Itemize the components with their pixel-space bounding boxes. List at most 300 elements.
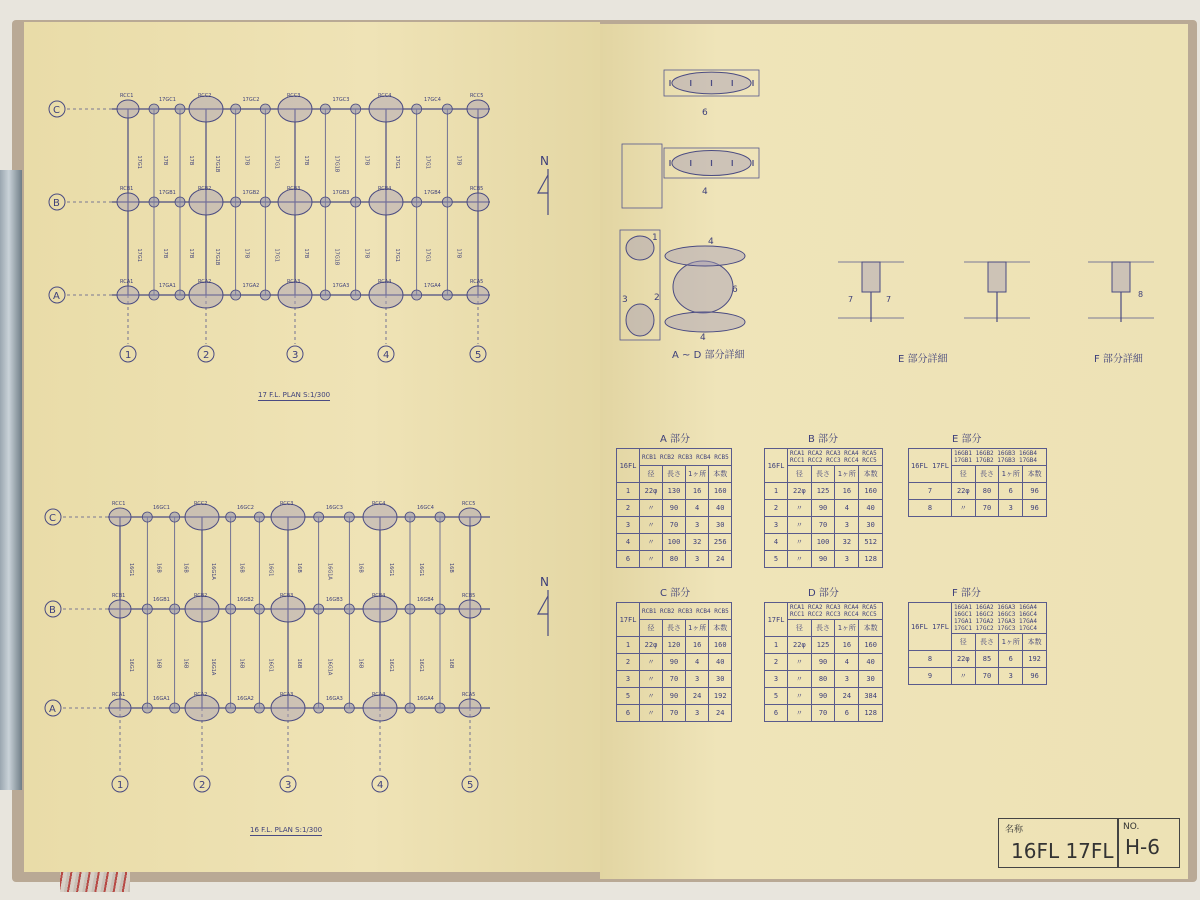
table-cell: 3 xyxy=(765,517,788,534)
table-row xyxy=(617,517,732,534)
title-block xyxy=(998,818,1180,868)
beam-label: 17B xyxy=(363,248,370,259)
beam-label: 17G1 xyxy=(273,155,280,169)
table-cell: 40 xyxy=(859,500,883,517)
beam-label: 17B xyxy=(243,155,250,166)
detail-number-label: 1 xyxy=(652,233,658,243)
table-cell: 2 xyxy=(617,654,640,671)
beam-node xyxy=(142,703,152,713)
member-label: 17GC2 xyxy=(242,97,260,103)
member-label: 16GC2 xyxy=(237,505,254,511)
table-cell: 160 xyxy=(859,483,883,500)
member-label: RCB5 xyxy=(462,593,476,599)
detail-3-bolt-group xyxy=(665,246,745,266)
table-cell: 32 xyxy=(835,534,859,551)
member-label: 17GA3 xyxy=(332,283,350,289)
table-cell: 3 xyxy=(765,671,788,688)
table-cell: 5 xyxy=(765,551,788,568)
member-label: 17GB1 xyxy=(159,190,176,196)
detail-number-label: 7 xyxy=(848,295,854,304)
beam-node xyxy=(405,703,415,713)
column-node xyxy=(459,600,481,618)
table-row xyxy=(617,551,732,568)
title-no-label: NO. xyxy=(1123,822,1140,832)
row-label: C xyxy=(53,105,60,116)
beam-node xyxy=(344,703,354,713)
column-node xyxy=(109,600,131,618)
section-f1-bolt-group xyxy=(1112,262,1130,292)
table-column-header: 径 xyxy=(788,620,812,637)
table-cell: 32 xyxy=(686,534,709,551)
table-cell: 120 xyxy=(663,637,686,654)
title-no-value: H-6 xyxy=(1125,835,1160,859)
table-row xyxy=(617,654,732,671)
table-cell: 90 xyxy=(663,500,686,517)
table-cell: 22φ xyxy=(788,483,812,500)
table-column-header: 本数 xyxy=(709,466,732,483)
beam-node xyxy=(435,512,445,522)
beam-node xyxy=(442,104,452,114)
table-cell: 2 xyxy=(765,500,788,517)
table-cell: 160 xyxy=(709,637,732,654)
beam-node xyxy=(226,512,236,522)
table-cell: 30 xyxy=(859,671,883,688)
member-label: RCC3 xyxy=(280,501,294,507)
table-row xyxy=(765,534,883,551)
table-column-header: 長さ xyxy=(975,466,999,483)
title-name-value: 16FL 17FL xyxy=(1011,839,1114,863)
column-node xyxy=(278,189,312,215)
col-label: 3 xyxy=(285,780,292,791)
table-row xyxy=(765,517,883,534)
beam-node xyxy=(254,512,264,522)
row-label: B xyxy=(53,198,60,209)
table-cell: 24 xyxy=(686,688,709,705)
member-label: 16GB4 xyxy=(417,597,434,603)
beam-label: 16G1A xyxy=(326,658,333,676)
beam-label: 16G1 xyxy=(267,563,274,577)
table-row xyxy=(765,705,883,722)
table-cell: 4 xyxy=(686,654,709,671)
beam-node xyxy=(231,104,241,114)
beam-node xyxy=(149,197,159,207)
bolt-table xyxy=(764,448,883,568)
north-arrow-label: N xyxy=(540,154,549,168)
column-node xyxy=(117,193,139,211)
member-label: 17GC4 xyxy=(424,97,441,103)
table-row xyxy=(765,654,883,671)
member-label: RCC5 xyxy=(470,93,484,99)
table-cell: 90 xyxy=(663,654,686,671)
detail-number-label: 8 xyxy=(1138,290,1144,299)
beam-label: 17B xyxy=(162,248,168,259)
beam-node xyxy=(170,703,180,713)
beam-label: 17B xyxy=(363,155,370,166)
row-label: B xyxy=(49,605,56,616)
table-cell: 〃 xyxy=(788,688,812,705)
member-label: RCC1 xyxy=(120,93,134,99)
beam-node xyxy=(320,290,330,300)
beam-node xyxy=(142,604,152,614)
beam-node xyxy=(142,512,152,522)
beam-label: 16B xyxy=(448,658,454,669)
beam-label: 17G1 xyxy=(136,248,142,262)
column-node xyxy=(369,282,403,308)
col-label: 1 xyxy=(125,350,132,361)
member-label: 16GB2 xyxy=(237,597,254,603)
bolt-table xyxy=(616,602,732,722)
detail-sketches xyxy=(620,70,1154,343)
member-label: 17GB3 xyxy=(332,190,350,196)
detail-caption-f: F 部分詳細 xyxy=(1094,354,1143,365)
member-label: 16GC1 xyxy=(153,505,170,511)
table-cell: 22φ xyxy=(788,637,812,654)
detail-number-label: 3 xyxy=(622,295,628,305)
table-header-row xyxy=(909,603,1047,634)
table-cell: 128 xyxy=(859,705,883,722)
table-column-header: 1ヶ所 xyxy=(999,466,1023,483)
column-node xyxy=(109,508,131,526)
table-row xyxy=(765,688,883,705)
beam-node xyxy=(405,604,415,614)
table-cell: 3 xyxy=(999,668,1023,685)
bolt-table xyxy=(908,602,1047,685)
column-node xyxy=(278,96,312,122)
table-cell: 30 xyxy=(709,517,732,534)
member-label: RCB4 xyxy=(378,186,392,192)
column-node xyxy=(185,504,219,530)
beam-node xyxy=(344,512,354,522)
table-row xyxy=(765,551,883,568)
section-e2-bolt-group xyxy=(988,262,1006,292)
table-cell: 〃 xyxy=(640,517,663,534)
table-row xyxy=(617,705,732,722)
table-title: C 部分 xyxy=(660,588,691,599)
table-column-header: 1ヶ所 xyxy=(835,466,859,483)
table-cell: 24 xyxy=(709,705,732,722)
table-cell: 6 xyxy=(765,705,788,722)
table-cell: 70 xyxy=(663,671,686,688)
beam-node xyxy=(260,197,270,207)
section-e1-bolt-group xyxy=(862,262,880,292)
member-label: 16GB3 xyxy=(326,597,343,603)
table-cell: 85 xyxy=(975,651,999,668)
beam-node xyxy=(442,290,452,300)
table-cell: 16 xyxy=(686,483,709,500)
member-label: RCB3 xyxy=(287,186,301,192)
table-cell: 4 xyxy=(835,500,859,517)
table-cell: 1 xyxy=(765,483,788,500)
detail-number-label: 6 xyxy=(702,108,708,118)
beam-node xyxy=(412,197,422,207)
member-label: 16GA1 xyxy=(153,696,170,702)
beam-node xyxy=(435,703,445,713)
table-cell: 〃 xyxy=(640,705,663,722)
table-cell: 〃 xyxy=(788,534,812,551)
beam-node xyxy=(149,290,159,300)
table-cell: 70 xyxy=(811,517,835,534)
table-row xyxy=(765,637,883,654)
table-cell: 3 xyxy=(999,500,1023,517)
table-cell: 〃 xyxy=(788,551,812,568)
table-cell: 96 xyxy=(1023,483,1047,500)
table-column-header: 長さ xyxy=(663,466,686,483)
beam-label: 16B xyxy=(357,658,364,669)
table-cell: 24 xyxy=(835,688,859,705)
table-cell: 90 xyxy=(811,654,835,671)
beam-node xyxy=(170,604,180,614)
col-label: 3 xyxy=(292,350,299,361)
beam-node xyxy=(254,703,264,713)
beam-label: 17B xyxy=(455,248,462,259)
table-column-header: 長さ xyxy=(811,466,835,483)
table-row xyxy=(617,500,732,517)
table-cell: 1 xyxy=(617,483,640,500)
table-cell: 〃 xyxy=(788,500,812,517)
table-cell: 3 xyxy=(686,671,709,688)
col-label: 2 xyxy=(199,780,206,791)
table-row xyxy=(909,668,1047,685)
table-cell: 96 xyxy=(1023,500,1047,517)
table-cell: 6 xyxy=(617,705,640,722)
table-cell: 256 xyxy=(709,534,732,551)
member-label: RCB2 xyxy=(198,186,212,192)
member-label: 17GB2 xyxy=(242,190,260,196)
table-cell: 70 xyxy=(975,668,999,685)
table-cell: 〃 xyxy=(640,551,663,568)
table-cell: 130 xyxy=(663,483,686,500)
member-label: RCC5 xyxy=(462,501,476,507)
table-cell: 〃 xyxy=(640,671,663,688)
table-row xyxy=(909,500,1047,517)
table-cell: 90 xyxy=(811,551,835,568)
beam-node xyxy=(412,104,422,114)
beam-label: 16B xyxy=(182,563,189,573)
beam-label: 17G1B xyxy=(333,248,340,266)
member-label: 16GA3 xyxy=(326,696,343,702)
table-row xyxy=(765,500,883,517)
detail-3-bolt-group xyxy=(665,312,745,332)
member-label: 16GA2 xyxy=(237,696,254,702)
table-cell: 3 xyxy=(686,517,709,534)
table-cell: 125 xyxy=(811,637,835,654)
beam-label: 17G1 xyxy=(424,248,431,262)
column-node xyxy=(185,596,219,622)
member-label: RCC4 xyxy=(378,93,392,99)
beam-label: 17B xyxy=(188,248,194,259)
table-cell: 4 xyxy=(765,534,788,551)
table-cell: 22φ xyxy=(951,483,975,500)
table-title: F 部分 xyxy=(952,588,981,599)
table-cell: 4 xyxy=(686,500,709,517)
member-label: RCB1 xyxy=(112,593,126,599)
bolt-table xyxy=(908,448,1047,517)
detail-3-bolt-group xyxy=(673,261,733,313)
table-cell: 3 xyxy=(686,551,709,568)
table-cell: 6 xyxy=(617,551,640,568)
table-cell: 3 xyxy=(835,671,859,688)
column-node xyxy=(363,504,397,530)
table-cell: 80 xyxy=(663,551,686,568)
table-header-row xyxy=(909,449,1047,466)
table-cell: 30 xyxy=(859,517,883,534)
member-label: RCA4 xyxy=(378,279,392,285)
table-title: E 部分 xyxy=(952,434,982,445)
table-cell: 192 xyxy=(709,688,732,705)
table-cell: 40 xyxy=(859,654,883,671)
table-cell: 160 xyxy=(709,483,732,500)
member-label: RCB2 xyxy=(194,593,208,599)
upper-plan-caption: 17 F.L. PLAN S:1/300 xyxy=(258,391,331,399)
table-row xyxy=(617,671,732,688)
member-label: RCA5 xyxy=(470,279,484,285)
member-label: 16GB1 xyxy=(153,597,170,603)
beam-node xyxy=(314,703,324,713)
table-cell: 40 xyxy=(709,500,732,517)
beam-label: 16G1 xyxy=(418,658,424,672)
column-node xyxy=(185,695,219,721)
beam-label: 17B xyxy=(303,248,309,259)
table-cell: 70 xyxy=(811,705,835,722)
table-column-header: 1ヶ所 xyxy=(686,466,709,483)
beam-label: 17B xyxy=(243,248,250,259)
table-cell: 3 xyxy=(617,517,640,534)
beam-node xyxy=(226,604,236,614)
member-label: 17GA2 xyxy=(242,283,260,289)
north-arrow-icon xyxy=(538,590,548,636)
table-cell: 70 xyxy=(663,705,686,722)
beam-label: 17G1B xyxy=(214,155,220,173)
table-cell: 4 xyxy=(617,534,640,551)
detail-number-label: 7 xyxy=(886,295,892,304)
table-row xyxy=(617,688,732,705)
table-cell: 8 xyxy=(909,500,952,517)
table-header-row xyxy=(765,449,883,466)
table-cell: 70 xyxy=(663,517,686,534)
beam-label: 16B xyxy=(296,658,302,669)
beam-label: 17G1 xyxy=(136,155,142,169)
beam-label: 16G1A xyxy=(210,658,216,676)
table-column-header: 本数 xyxy=(859,620,883,637)
table-row xyxy=(909,483,1047,500)
beam-node xyxy=(231,197,241,207)
table-column-header: 本数 xyxy=(859,466,883,483)
beam-node xyxy=(435,604,445,614)
beam-label: 16G1 xyxy=(267,658,274,672)
table-column-header: 径 xyxy=(640,620,663,637)
beam-label: 17G1 xyxy=(394,248,400,262)
table-column-header: 本数 xyxy=(709,620,732,637)
table-cell: 22φ xyxy=(640,637,663,654)
beam-label: 17B xyxy=(162,155,168,166)
beam-label: 16B xyxy=(357,563,364,573)
beam-label: 17G1 xyxy=(424,155,431,169)
beam-node xyxy=(442,197,452,207)
column-node xyxy=(189,282,223,308)
column-node xyxy=(117,286,139,304)
table-members-cell: 16GB1 16GB2 16GB3 16GB4 17GB1 17GB2 17GB3 17GB4 xyxy=(951,449,1046,466)
table-cell: 6 xyxy=(999,483,1023,500)
beam-label: 16G1 xyxy=(128,658,134,672)
member-label: RCA2 xyxy=(198,279,212,285)
detail-number-label: 6 xyxy=(732,285,738,295)
table-column-header: 長さ xyxy=(811,620,835,637)
column-node xyxy=(109,699,131,717)
col-label: 5 xyxy=(475,350,482,361)
member-label: RCA5 xyxy=(462,692,476,698)
table-cell: 40 xyxy=(709,654,732,671)
beam-node xyxy=(260,104,270,114)
table-title: D 部分 xyxy=(808,588,839,599)
detail-3-bolt-group xyxy=(626,304,654,336)
beam-label: 17B xyxy=(188,155,194,166)
table-row xyxy=(765,671,883,688)
table-cell: 〃 xyxy=(640,654,663,671)
table-cell: 22φ xyxy=(640,483,663,500)
beam-label: 16G1A xyxy=(326,563,333,580)
beam-node xyxy=(314,512,324,522)
table-cell: 3 xyxy=(835,517,859,534)
beam-label: 16B xyxy=(155,563,162,573)
table-members-cell: RCA1 RCA2 RCA3 RCA4 RCA5 RCC1 RCC2 RCC3 RCC4 RCC5 xyxy=(788,603,883,620)
member-label: 17GC1 xyxy=(159,97,176,103)
table-floor-cell: 17FL xyxy=(617,603,640,637)
table-cell: 90 xyxy=(811,500,835,517)
table-floor-cell: 16FL xyxy=(617,449,640,483)
table-floor-cell: 16FL xyxy=(765,449,788,483)
column-node xyxy=(369,96,403,122)
member-label: RCC4 xyxy=(372,501,386,507)
column-node xyxy=(363,695,397,721)
table-cell: 512 xyxy=(859,534,883,551)
beam-label: 16B xyxy=(182,658,189,669)
table-column-header: 径 xyxy=(951,466,975,483)
column-node xyxy=(459,699,481,717)
beam-node xyxy=(175,104,185,114)
beam-label: 17B xyxy=(303,155,309,166)
beam-node xyxy=(149,104,159,114)
north-arrow-label: N xyxy=(540,575,549,589)
table-cell: 16 xyxy=(686,637,709,654)
bolt-table xyxy=(764,602,883,722)
column-node xyxy=(271,504,305,530)
column-node xyxy=(363,596,397,622)
table-cell: 〃 xyxy=(788,671,812,688)
table-row xyxy=(617,534,732,551)
table-cell: 128 xyxy=(859,551,883,568)
beam-label: 17G1 xyxy=(273,248,280,262)
member-label: 17GA1 xyxy=(159,283,176,289)
beam-label: 17G1B xyxy=(333,155,340,173)
table-cell: 3 xyxy=(686,705,709,722)
member-label: RCB3 xyxy=(280,593,294,599)
column-node xyxy=(278,282,312,308)
table-members-cell: 16GA1 16GA2 16GA3 16GA4 16GC1 16GC2 16GC3 16GC4 17GA1 17GA2 17GA3 17GA4 17GC1 17GC2 17GC3 17GC4 xyxy=(951,603,1046,634)
column-node xyxy=(369,189,403,215)
member-label: 16GA4 xyxy=(417,696,434,702)
beam-node xyxy=(260,290,270,300)
beam-label: 16G1 xyxy=(418,563,424,577)
table-cell: 100 xyxy=(811,534,835,551)
col-label: 5 xyxy=(467,780,474,791)
beam-label: 17B xyxy=(455,155,462,166)
table-floor-cell: 17FL xyxy=(765,603,788,637)
column-node xyxy=(459,508,481,526)
table-cell: 22φ xyxy=(951,651,975,668)
table-cell: 192 xyxy=(1023,651,1047,668)
table-cell: 1 xyxy=(765,637,788,654)
detail-number-label: 4 xyxy=(700,333,706,343)
